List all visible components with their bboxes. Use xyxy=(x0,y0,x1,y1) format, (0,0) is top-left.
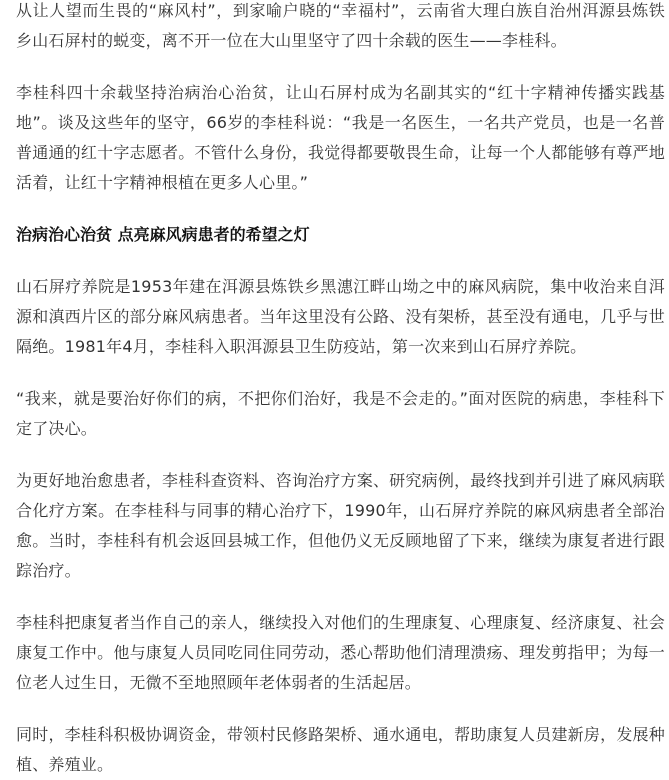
article-paragraph: 李桂科把康复者当作自己的亲人，继续投入对他们的生理康复、心理康复、经济康复、社会康复工作中。他与康复人员同吃同住同劳动，悉心帮助他们清理溃疡、理发剪指甲；为每一位老人过生日，无微不至地照顾年老体弱者的生活起居。 xyxy=(16,613,665,692)
article-paragraph: 从让人望而生畏的“麻风村”，到家喻户晓的“幸福村”，云南省大理白族自治州洱源县炼铁乡山石屏村的蜕变，离不开一位在大山里坚守了四十余载的医生——李桂科。 xyxy=(16,1,665,50)
article-paragraph: 李桂科四十余载坚持治病治心治贫，让山石屏村成为名副其实的“红十字精神传播实践基地”。谈及这些年的坚守，66岁的李桂科说：“我是一名医生，一名共产党员，也是一名普普通通的红十字志愿者。不管什么身份，我觉得都要敬畏生命，让每一个人都能够有尊严地活着，让红十字精神根植在更多人心里。” xyxy=(16,83,665,192)
section-heading: 治病治心治贫 点亮麻风病患者的希望之灯 xyxy=(16,225,310,244)
article-paragraph: 山石屏疗养院是1953年建在洱源县炼铁乡黑潓江畔山坳之中的麻风病院，集中收治来自洱源和滇西片区的部分麻风病患者。当年这里没有公路、没有架桥，甚至没有通电，几乎与世隔绝。1981年4月，李桂科入职洱源县卫生防疫站，第一次来到山石屏疗养院。 xyxy=(16,277,665,356)
article-paragraph: “我来，就是要治好你们的病，不把你们治好，我是不会走的。”面对医院的病患，李桂科下定了决心。 xyxy=(16,389,665,438)
article-paragraph: 为更好地治愈患者，李桂科查资料、咨询治疗方案、研究病例，最终找到并引进了麻风病联合化疗方案。在李桂科与同事的精心治疗下，1990年，山石屏疗养院的麻风病患者全部治愈。当时，李桂科有机会返回县城工作，但他仍义无反顾地留了下来，继续为康复者进行跟踪治疗。 xyxy=(16,471,665,580)
article-paragraph: 同时，李桂科积极协调资金，带领村民修路架桥、通水通电，帮助康复人员建新房，发展种植、养殖业。 xyxy=(16,725,665,774)
